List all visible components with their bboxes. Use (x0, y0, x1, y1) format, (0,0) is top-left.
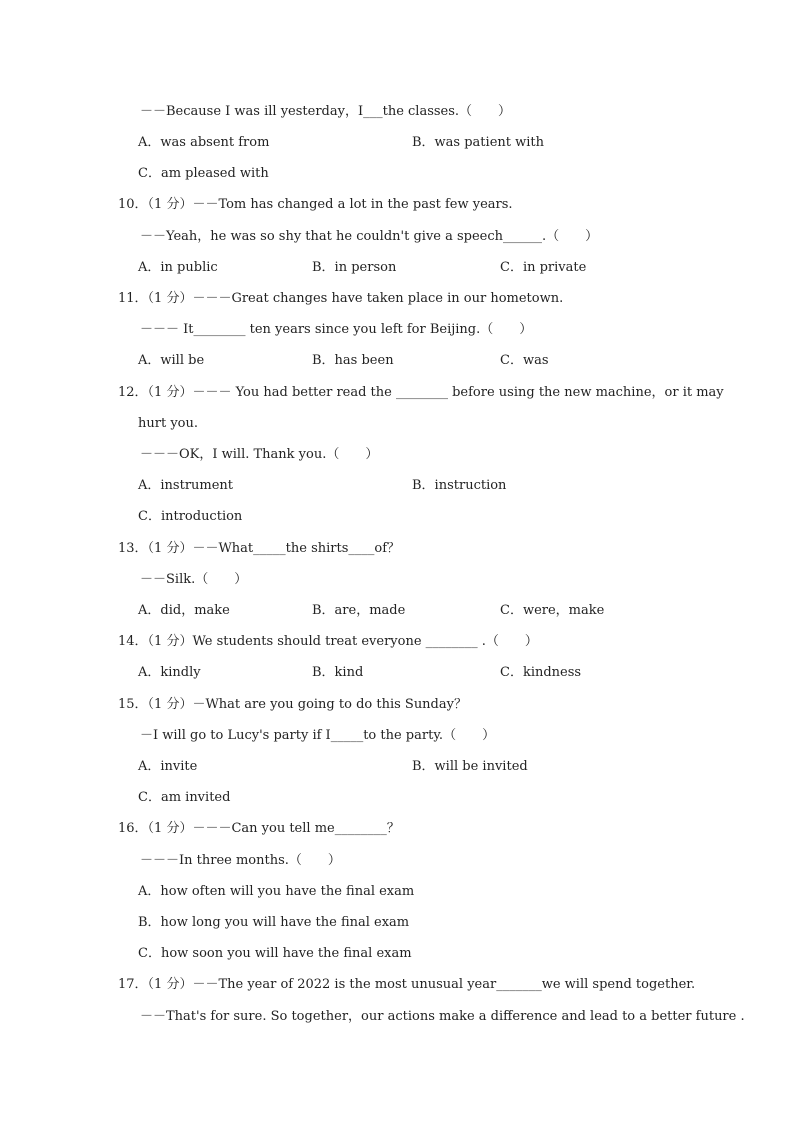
q12-option-a: A．instrument (138, 478, 234, 493)
q12-stem: 12．（1 分）－－－ You had better read the ________ before using the new machine，or it may (118, 385, 724, 400)
q15-stem: 15．（1 分）－What are you going to do this Sunday？ (118, 697, 467, 712)
q14-option-c: C．kindness (500, 665, 582, 680)
q15-option-c: C．am invited (138, 790, 231, 805)
q14-stem: 14．（1 分）We students should treat everyone ________ .（ ） (118, 634, 538, 649)
q17-stem: 17．（1 分）－－The year of 2022 is the most unusual year_______we will spend together. (118, 977, 696, 992)
q13-option-b: B．are，made (312, 603, 406, 618)
q14-option-a: A．kindly (138, 665, 201, 680)
q14-option-b: B．kind (312, 665, 364, 680)
q12-answer-line: －－－OK，I will. Thank you.（ ） (140, 447, 379, 462)
q11-option-b: B．has been (312, 353, 394, 368)
q9-answer-line: －－Because I was ill yesterday，I___the classes.（ ） (140, 104, 512, 119)
q10-answer-line: －－Yeah，he was so shy that he couldn't give a speech______.（ ） (140, 229, 599, 244)
q13-option-a: A．did，make (138, 603, 230, 618)
q15-option-a: A．invite (138, 759, 198, 774)
q10-option-b: B．in person (312, 260, 397, 275)
q11-answer-line: －－－ It________ ten years since you left for Beijing.（ ） (140, 322, 533, 337)
q16-answer-line: －－－In three months.（ ） (140, 853, 341, 868)
q15-answer-line: －I will go to Lucy's party if I_____to the party.（ ） (140, 728, 496, 743)
q12-option-b: B．instruction (412, 478, 507, 493)
q13-answer-line: －－Silk.（ ） (140, 572, 248, 587)
q11-option-c: C．was (500, 353, 549, 368)
q11-stem: 11．（1 分）－－－Great changes have taken place in our hometown. (118, 291, 564, 306)
q10-option-c: C．in private (500, 260, 587, 275)
q10-stem: 10．（1 分）－－Tom has changed a lot in the past few years. (118, 197, 513, 212)
q9-option-c: C．am pleased with (138, 166, 269, 181)
q9-option-a: A．was absent from (138, 135, 270, 150)
q16-option-c: C．how soon you will have the final exam (138, 946, 412, 961)
q10-option-a: A．in public (138, 260, 218, 275)
q16-option-b: B．how long you will have the final exam (138, 915, 410, 930)
q13-option-c: C．were，make (500, 603, 605, 618)
q9-option-b: B．was patient with (412, 135, 544, 150)
q15-option-b: B．will be invited (412, 759, 528, 774)
q11-option-a: A．will be (138, 353, 205, 368)
q13-stem: 13．（1 分）－－What_____the shirts____of？ (118, 541, 401, 556)
q12-option-c: C．introduction (138, 509, 243, 524)
q12-stem-continued: hurt you. (138, 416, 198, 431)
q17-answer-line: －－That's for sure. So together，our actions make a difference and lead to a better future . (140, 1009, 745, 1024)
q16-stem: 16．（1 分）－－－Can you tell me________？ (118, 821, 400, 836)
q16-option-a: A．how often will you have the final exam (138, 884, 415, 899)
